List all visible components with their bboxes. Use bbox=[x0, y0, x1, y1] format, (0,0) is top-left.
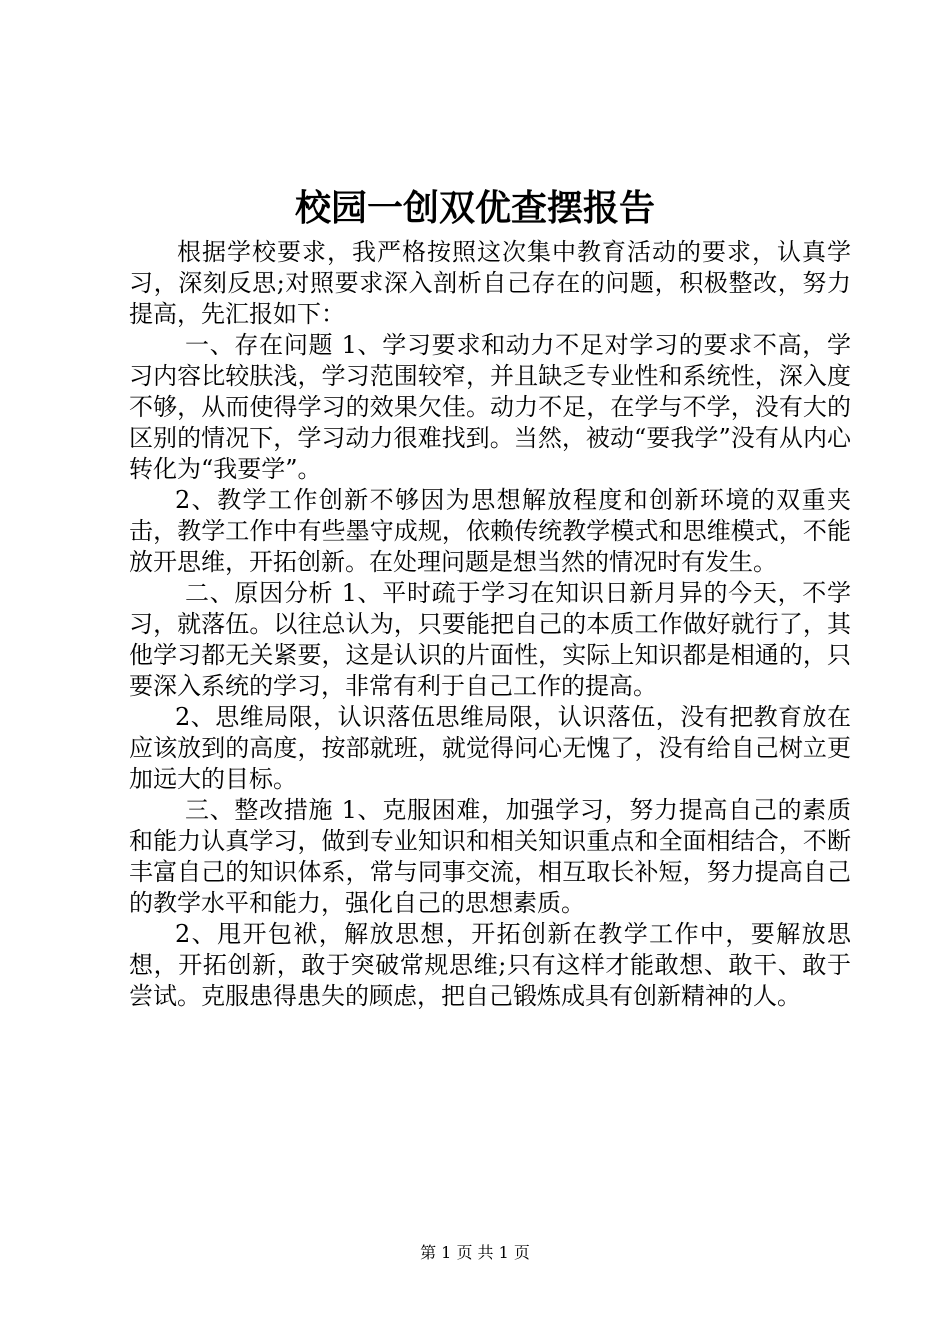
causes-paragraph-1: 二、原因分析 1、平时疏于学习在知识日新月异的今天，不学习，就落伍。以往总认为，只要能把自己的本质工作做好就行了，其他学习都无关紧要，这是认识的片面性，实际上知识都是相通的，只要深入系统的学习，非常有利于自己工作的提高。 bbox=[129, 579, 851, 700]
measures-paragraph-2: 2、甩开包袱，解放思想，开拓创新在教学工作中，要解放思想，开拓创新，敢于突破常规思维;只有这样才能敢想、敢干、敢于尝试。克服患得患失的顾虑，把自己锻炼成具有创新精神的人。 bbox=[129, 920, 851, 1010]
document-body bbox=[129, 237, 851, 1012]
measures-paragraph-1: 三、整改措施 1、克服困难，加强学习，努力提高自己的素质和能力认真学习，做到专业知识和相关知识重点和全面相结合，不断丰富自己的知识体系，常与同事交流，相互取长补短，努力提高自己的教学水平和能力，强化自己的思想素质。 bbox=[129, 796, 851, 917]
problems-paragraph-2: 2、教学工作创新不够因为思想解放程度和创新环境的双重夹击，教学工作中有些墨守成规，依赖传统教学模式和思维模式，不能放开思维，开拓创新。在处理问题是想当然的情况时有发生。 bbox=[129, 486, 851, 576]
problems-paragraph-1: 一、存在问题 1、学习要求和动力不足对学习的要求不高，学习内容比较肤浅，学习范围较窄，并且缺乏专业性和系统性，深入度不够，从而使得学习的效果欠佳。动力不足，在学与不学，没有大的区别的情况下，学习动力很难找到。当然，被动“要我学”没有从内心转化为“我要学”。 bbox=[129, 331, 851, 483]
causes-paragraph-2: 2、思维局限，认识落伍思维局限，认识落伍，没有把教育放在应该放到的高度，按部就班，就觉得问心无愧了，没有给自己树立更加远大的目标。 bbox=[129, 703, 851, 793]
intro-paragraph: 根据学校要求，我严格按照这次集中教育活动的要求，认真学习，深刻反思;对照要求深入剖析自己存在的问题，积极整改，努力提高，先汇报如下： bbox=[129, 238, 851, 328]
document-title: 校园一创双优查摆报告 bbox=[294, 187, 655, 229]
page-number-footer: 第 1 页 共 1 页 bbox=[420, 1243, 530, 1262]
